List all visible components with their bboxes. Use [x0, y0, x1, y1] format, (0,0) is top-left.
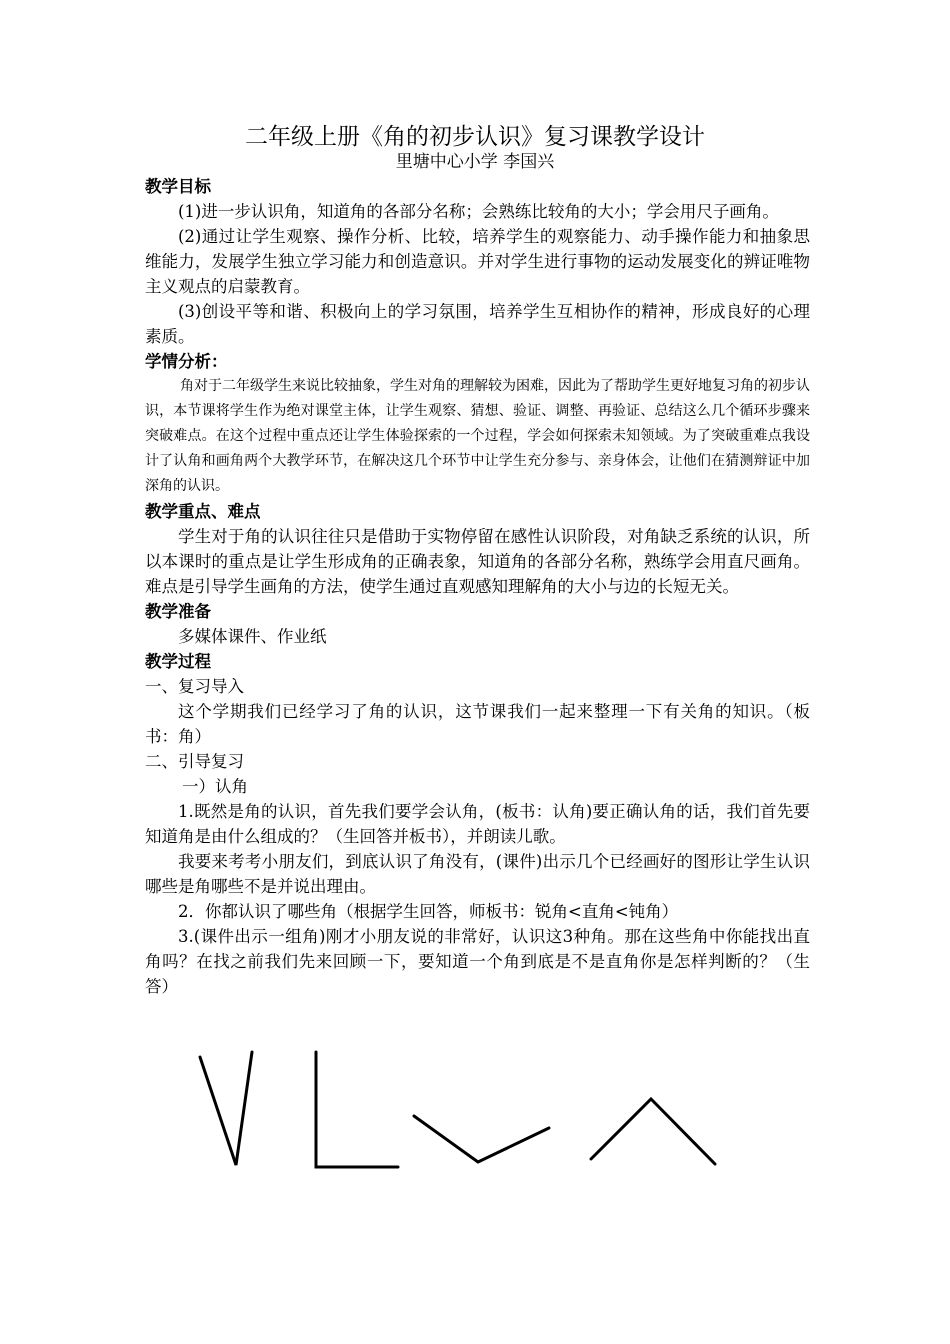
preparation-text: 多媒体课件、作业纸 — [178, 627, 327, 646]
objective-item: (2)通过让学生观察、操作分析、比较，培养学生的观察能力、动手操作能力和抽象思维能力，发展学生独立学习能力和创造意识。并对学生进行事物的运动发展变化的辨证唯物主义观点的启蒙教育。 — [145, 227, 810, 296]
sub1-title: 一）认角 — [182, 777, 248, 796]
part2-title: 二、引导复习 — [145, 752, 244, 771]
right-angle-figure — [316, 1052, 398, 1167]
objective-item: (1)进一步认识角，知道角的各部分名称；会熟练比较角的大小；学会用尺子画角。 — [178, 202, 779, 221]
objectives-heading: 教学目标 — [145, 177, 211, 196]
key-points-text: 学生对于角的认识往往只是借助于实物停留在感性认识阶段，对角缺乏系统的认识，所以本课时的重点是让学生形成角的正确表象，知道角的各部分名称，熟练学会用直尺画角。难点是引导学生画角的方法，使学生通过直观感知理解角的大小与边的长短无关。 — [145, 527, 810, 596]
part1-title: 一、复习导入 — [145, 677, 244, 696]
part1-text: 这个学期我们已经学习了角的认识，这节课我们一起来整理一下有关角的知识。（板书：角） — [145, 702, 810, 746]
obtuse-angle-inverted-figure — [591, 1099, 715, 1164]
objective-item: (3)创设平等和谐、积极向上的学习氛围，培养学生互相协作的精神，形成良好的心理素质。 — [145, 302, 810, 346]
document-title: 二年级上册《角的初步认识》复习课教学设计 — [245, 124, 705, 150]
process-paragraph: 1.既然是角的认识，首先我们要学会认角，(板书：认角)要正确认角的话，我们首先要知道角是由什么组成的？（生回答并板书），并朗读儿歌。 — [145, 802, 810, 846]
preparation-heading: 教学准备 — [145, 602, 211, 621]
obtuse-angle-figure — [414, 1116, 549, 1162]
process-heading: 教学过程 — [145, 652, 211, 671]
acute-angle-figure — [200, 1052, 252, 1165]
process-paragraph: 2．你都认识了哪些角（根据学生回答，师板书：锐角<直角<钝角） — [178, 902, 679, 921]
analysis-text: 角对于二年级学生来说比较抽象，学生对角的理解较为困难，因此为了帮助学生更好地复习角的初步认识，本节课将学生作为绝对课堂主体，让学生观察、猜想、验证、调整、再验证、总结这么几个循环步骤来突破难点。在这个过程中重点还让学生体验探索的一个过程，学会如何探索未知领域。为了突破重难点我设计了认角和画角两个大教学环节，在解决这几个环节中让学生充分参与、亲身体会，让他们在猜测辩证中加深角的认识。 — [145, 378, 810, 494]
process-paragraph: 我要来考考小朋友们，到底认识了角没有，(课件)出示几个已经画好的图形让学生认识哪些是角哪些不是并说出理由。 — [145, 852, 810, 896]
key-points-heading: 教学重点、难点 — [145, 502, 261, 521]
analysis-heading: 学情分析： — [145, 352, 228, 371]
process-paragraph: 3.(课件出示一组角)刚才小朋友说的非常好，认识这3种角。那在这些角中你能找出直角吗？在找之前我们先来回顾一下，要知道一个角到底是不是直角你是怎样判断的？（生答） — [145, 927, 810, 996]
author-line: 里塘中心小学 李国兴 — [395, 152, 555, 172]
